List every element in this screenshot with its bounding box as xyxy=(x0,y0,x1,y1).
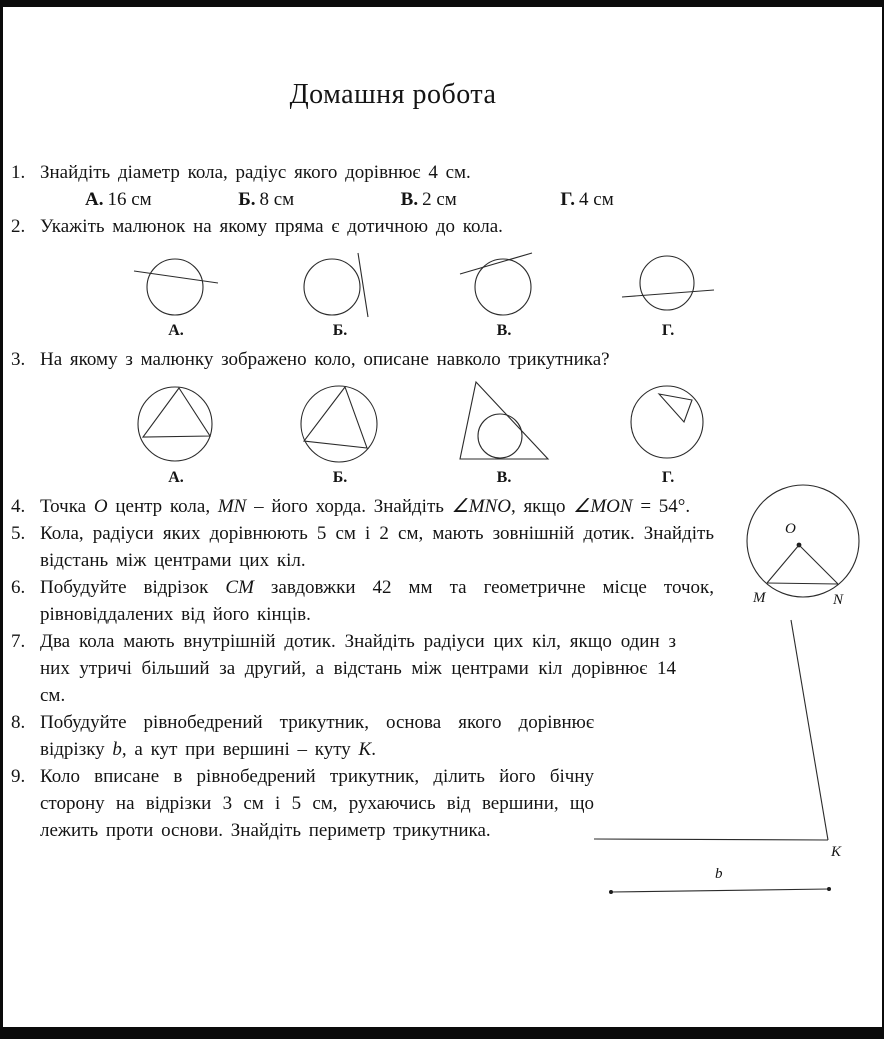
problem-2-text: Укажіть малюнок на якому пряма є дотичною до кола. xyxy=(40,216,503,237)
option-b-letter: Б. xyxy=(238,189,256,210)
segment-b-figure xyxy=(603,864,843,908)
small-triangle-in-circle-figure xyxy=(622,380,714,466)
problem-3 xyxy=(8,346,714,373)
problem-2-number: 2. xyxy=(11,216,26,237)
problem-6-text: Побудуйте відрізок CM завдовжки 42 мм та геометричне місце точок, рівновіддалених від його кінців. xyxy=(40,577,714,625)
problem-4-number: 4. xyxy=(11,496,26,517)
figure-3a-label: А. xyxy=(168,469,184,486)
figure-2v xyxy=(458,247,550,340)
figure-2a-label: А. xyxy=(168,322,184,339)
problem-1-options xyxy=(8,186,720,213)
problem-2 xyxy=(8,213,714,240)
segment-endpoint-left xyxy=(609,890,613,894)
problem-5-text: Кола, радіуси яких дорівнюють 5 см і 2 см, мають зовнішній дотик. Знайдіть відстань між центрами цих кіл. xyxy=(40,523,714,571)
circle-secant-horizontal-figure xyxy=(622,247,714,319)
problem-4 xyxy=(8,493,714,520)
problem-1 xyxy=(8,159,714,186)
problem-7-number: 7. xyxy=(11,631,26,652)
circle-secant-top-figure xyxy=(130,247,222,319)
problem-4-text: Точка O центр кола, MN – його хорда. Знайдіть ∠MNO, якщо ∠MON = 54°. xyxy=(40,496,691,517)
option-g xyxy=(560,186,720,213)
vertex-label-k: K xyxy=(831,844,842,860)
figure-3v xyxy=(458,380,550,487)
option-a xyxy=(85,186,238,213)
problem-3-figures xyxy=(8,373,714,493)
point-label-n: N xyxy=(833,592,844,608)
figure-3v-label: В. xyxy=(496,469,512,486)
circle-inscribed-in-right-triangle-figure xyxy=(458,380,550,466)
problem-8-text: Побудуйте рівнобедрений трикутник, основа якого дорівнює відрізку b, а кут при вершині – куту K. xyxy=(40,712,594,760)
problem-9-text: Коло вписане в рівнобедрений трикутник, ділить його бічну сторону на відрізки 3 см і 5 см, рухаючись від вершини, що лежить проти основи. Знайдіть периметр трикутника. xyxy=(40,766,594,841)
figure-3a xyxy=(130,380,222,487)
figure-2g xyxy=(622,247,714,340)
figure-2b xyxy=(294,247,386,340)
figure-3g-label: Г. xyxy=(661,469,675,486)
circle-secant-upper-left-figure xyxy=(458,247,550,319)
triangle-inscribed-in-circle-figure-b xyxy=(294,380,386,466)
problem-1-number: 1. xyxy=(11,162,26,183)
figure-3b-label: Б. xyxy=(332,469,348,486)
figure-2b-label: Б. xyxy=(332,322,348,339)
problem-7-text: Два кола мають внутрішній дотик. Знайдіть радіуси цих кіл, якщо один з них утричі більший за другий, а відстань між центрами кіл дорівнює 14 см. xyxy=(40,631,676,706)
problem-9-number: 9. xyxy=(11,766,26,787)
option-v-letter: В. xyxy=(400,189,419,210)
page-title: Домашня робота xyxy=(289,79,497,110)
figure-3b xyxy=(294,380,386,487)
problem-5-number: 5. xyxy=(11,523,26,544)
option-b xyxy=(238,186,400,213)
option-g-value: 4 см xyxy=(579,189,614,210)
document-page xyxy=(3,7,882,1027)
problem-2-figures xyxy=(8,240,714,346)
problem-8-number: 8. xyxy=(11,712,26,733)
problem-1-text: Знайдіть діаметр кола, радіус якого дорівнює 4 см. xyxy=(40,162,471,183)
option-v-value: 2 см xyxy=(422,189,457,210)
segment-endpoint-right xyxy=(827,887,831,891)
problem-5 xyxy=(8,520,714,574)
problem-9 xyxy=(8,763,594,844)
angle-k-figure xyxy=(580,600,880,870)
option-b-value: 8 см xyxy=(259,189,295,210)
point-label-o: O xyxy=(785,521,796,537)
segment-label-b: b xyxy=(715,866,723,882)
problem-3-text: На якому з малюнку зображено коло, описане навколо трикутника? xyxy=(40,349,610,370)
figure-2v-label: В. xyxy=(496,322,512,339)
option-a-value: 16 см xyxy=(107,189,152,210)
figure-2g-label: Г. xyxy=(661,322,675,339)
problem-7 xyxy=(8,628,676,709)
circle-tangent-right-figure xyxy=(294,247,386,319)
figure-3g xyxy=(622,380,714,487)
point-label-m: M xyxy=(753,590,766,606)
option-g-letter: Г. xyxy=(560,189,576,210)
triangle-inscribed-in-circle-figure-a xyxy=(130,380,222,466)
problem-3-number: 3. xyxy=(11,349,26,370)
problem-6-number: 6. xyxy=(11,577,26,598)
problem-8 xyxy=(8,709,594,763)
figure-2a xyxy=(130,247,222,340)
option-a-letter: А. xyxy=(85,189,104,210)
option-v xyxy=(401,186,561,213)
